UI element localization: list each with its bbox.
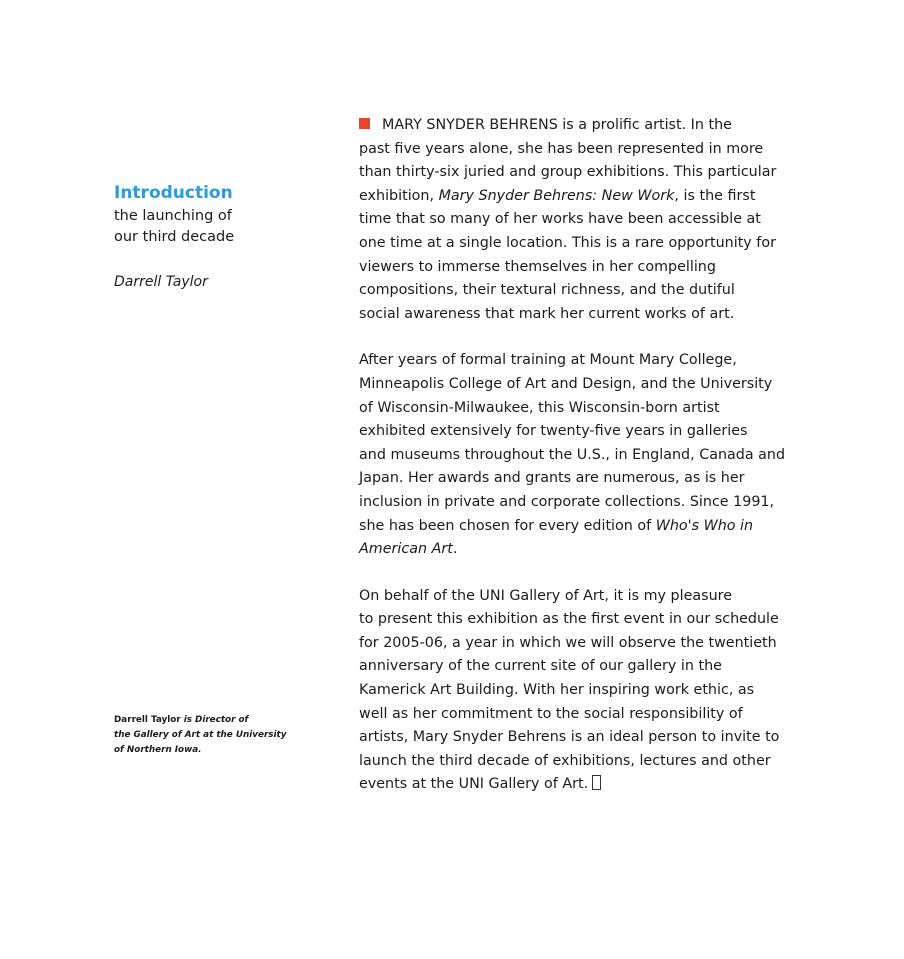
- para2-line: inclusion in private and corporate collections. Since 1991,: [359, 493, 775, 510]
- para3-line: On behalf of the UNI Gallery of Art, it is my pleasure: [359, 587, 732, 604]
- para1-line: time that so many of her works have been accessible at: [359, 211, 761, 228]
- para1-line: compositions, their textural richness, and the dutiful: [359, 282, 735, 299]
- para3-line: well as her commitment to the social responsibility of: [359, 705, 743, 722]
- bio-line3: of Northern Iowa.: [114, 745, 202, 755]
- bio-name: Darrell Taylor: [114, 715, 181, 725]
- para2-line: [359, 538, 799, 562]
- para1-line: viewers to immerse themselves in her compelling: [359, 258, 716, 275]
- bio-line1: [114, 713, 314, 728]
- para2-line: Japan. Her awards and grants are numerous, as is her: [359, 470, 745, 487]
- para2-text: she has been chosen for every edition of: [359, 517, 656, 534]
- para3-line: for 2005-06, a year in which we will observe the twentieth: [359, 634, 777, 651]
- bio-line1-rest: is Director of: [180, 715, 249, 725]
- paragraph-1: [359, 114, 799, 326]
- para3-line: launch the third decade of exhibitions, lectures and other: [359, 752, 771, 769]
- intro-heading: Introduction: [114, 183, 233, 203]
- intro-subtitle-line2: our third decade: [114, 229, 235, 245]
- para3-line: artists, Mary Snyder Behrens is an ideal person to invite to: [359, 729, 780, 746]
- main-text: [359, 114, 799, 820]
- end-mark-icon: [592, 775, 601, 790]
- para2-line: Minneapolis College of Art and Design, and the University: [359, 375, 773, 392]
- para1-line: one time at a single location. This is a rare opportunity for: [359, 234, 776, 251]
- para2-line: exhibited extensively for twenty-five years in galleries: [359, 423, 748, 440]
- bio-line2: the Gallery of Art at the University: [114, 730, 287, 740]
- intro-subtitle-line1: the launching of: [114, 208, 232, 224]
- para3-line: [359, 773, 799, 797]
- para1-line: [359, 185, 799, 209]
- para3-text: events at the UNI Gallery of Art.: [359, 776, 589, 793]
- author-bio: [114, 713, 314, 758]
- para2-line: and museums throughout the U.S., in England, Canada and: [359, 446, 786, 463]
- para1-line: [359, 114, 799, 138]
- para1-line: than thirty-six juried and group exhibitions. This particular: [359, 164, 777, 181]
- publication-title: American Art: [359, 541, 453, 558]
- para3-line: to present this exhibition as the first event in our schedule: [359, 611, 779, 628]
- paragraph-3: [359, 585, 799, 797]
- para2-line: [359, 515, 799, 539]
- para2-line: of Wisconsin-Milwaukee, this Wisconsin-born artist: [359, 399, 720, 416]
- exhibition-title: Mary Snyder Behrens: New Work: [438, 187, 675, 204]
- para1-text: MARY SNYDER BEHRENS is a prolific artist. In the: [382, 117, 732, 133]
- para3-line: Kamerick Art Building. With her inspiring work ethic, as: [359, 682, 755, 699]
- publication-title: Who's Who in: [655, 517, 754, 534]
- para1-text: , is the first: [674, 187, 756, 204]
- paragraph-2: [359, 349, 799, 561]
- para2-line: After years of formal training at Mount Mary College,: [359, 352, 737, 369]
- para1-line: social awareness that mark her current works of art.: [359, 305, 735, 322]
- section-marker-icon: [359, 118, 370, 129]
- para1-text: exhibition,: [359, 187, 439, 204]
- para1-line: past five years alone, she has been represented in more: [359, 140, 764, 157]
- para3-line: anniversary of the current site of our gallery in the: [359, 658, 722, 675]
- sidebar: [114, 180, 314, 290]
- para2-text: .: [452, 541, 458, 558]
- author-name: Darrell Taylor: [114, 274, 208, 290]
